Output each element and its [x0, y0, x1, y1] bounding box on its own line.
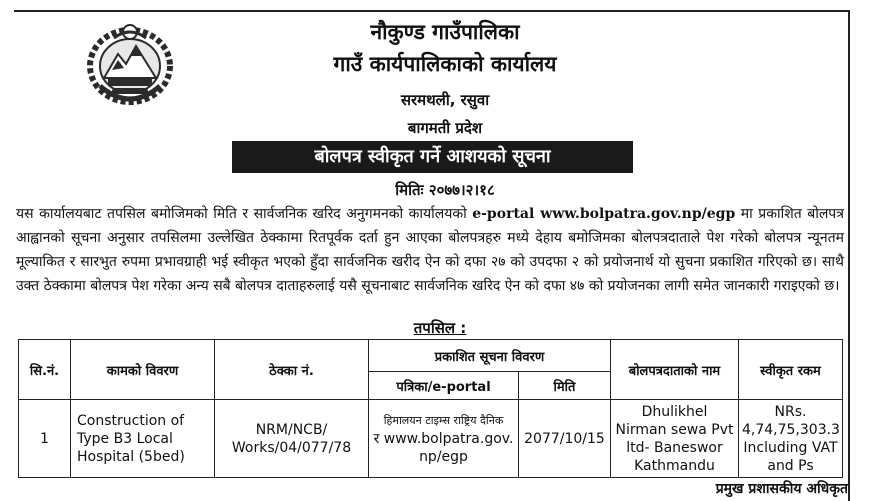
header-published: प्रकाशित सूचना विवरण — [369, 340, 611, 372]
nepal-emblem-icon — [84, 16, 176, 108]
table-title: तपसिल : — [413, 319, 467, 337]
cell-contract-no: NRM/NCB/ Works/04/077/78 — [215, 400, 369, 478]
page-border-top — [14, 10, 850, 12]
header-work: कामको विवरण — [71, 340, 215, 400]
header-paper: पत्रिका/e-portal — [369, 372, 519, 400]
municipality-name: नौकुण्ड गाउँपालिका — [370, 20, 520, 44]
header-contract-no: ठेक्का नं. — [215, 340, 369, 400]
body-text-part1: यस कार्यालयबाट तपसिल बमोजिमको मिति र सार्वजनिक खरिद अनुगमनको कार्यालयको — [16, 206, 467, 222]
notice-body — [16, 202, 844, 298]
cell-paper-line1: हिमालयन टाइम्स राष्ट्रिय दैनिक — [383, 413, 504, 427]
cell-amount: NRs. 4,74,75,303.3 Including VAT and Ps — [739, 400, 843, 478]
page-border-right — [848, 10, 850, 501]
signature-title: प्रमुख प्रशासकीय अधिकृत — [715, 481, 848, 497]
office-location: सरमथली, रसुवा — [400, 91, 490, 109]
cell-date: 2077/10/15 — [519, 400, 611, 478]
body-text-part2: मा प्रकाशित बोलपत्र आह्वानको सूचना अनुसार तपसिलमा उल्लेखित ठेक्कामा रितपूर्वक दर्ता हुन आएका बोलपत्रहरु मध्ये देहाय बमोजिमका बोलपत्रदाताले पेश गरेको बोलपत्र न्यूनतम मूल्याकित र सारभुत रुपमा प्रभावग्राही भई स्वीकृत भएको हुँदा सार्वजनिक खरीद ऐन को दफा २७ को उपदफा २ को प्रयोजनार्थ यो सुचना प्रकाशित गरिएको छ। साथै उक्त ठेक्कामा बोलपत्र पेश गरेका अन्य सबै बोलपत्र दाताहरुलाई यसै सूचनाबाट सार्वजनिक खरिद ऐन को दफा ४७ को प्रयोजनका लागी समेत जानकारी गराइएको छ। — [16, 206, 844, 294]
award-table — [18, 339, 843, 478]
cell-work: Construction of Type B3 Local Hospital (5bed) — [71, 400, 215, 478]
cell-paper-line2: र www.bolpatra.gov. np/egp — [373, 430, 514, 465]
portal-link[interactable]: e-portal www.bolpatra.gov.np/egp — [472, 206, 736, 222]
notice-title: बोलपत्र स्वीकृत गर्ने आशयको सूचना — [232, 141, 633, 173]
header-bidder: बोलपत्रदाताको नाम — [611, 340, 739, 400]
header-date: मिति — [519, 372, 611, 400]
province-name: बागमती प्रदेश — [407, 119, 483, 137]
cell-bidder: Dhulikhel Nirman sewa Pvt ltd- Baneswor Kathmandu — [611, 400, 739, 478]
notice-date: मितिः २०७७।२।१८ — [395, 181, 495, 199]
cell-sn: 1 — [19, 400, 71, 478]
table-row — [19, 400, 843, 478]
header-sn: सि.नं. — [19, 340, 71, 400]
header-amount: स्वीकृत रकम — [739, 340, 843, 400]
office-name: गाउँ कार्यपालिकाको कार्यालय — [333, 52, 557, 76]
cell-paper — [369, 400, 519, 478]
